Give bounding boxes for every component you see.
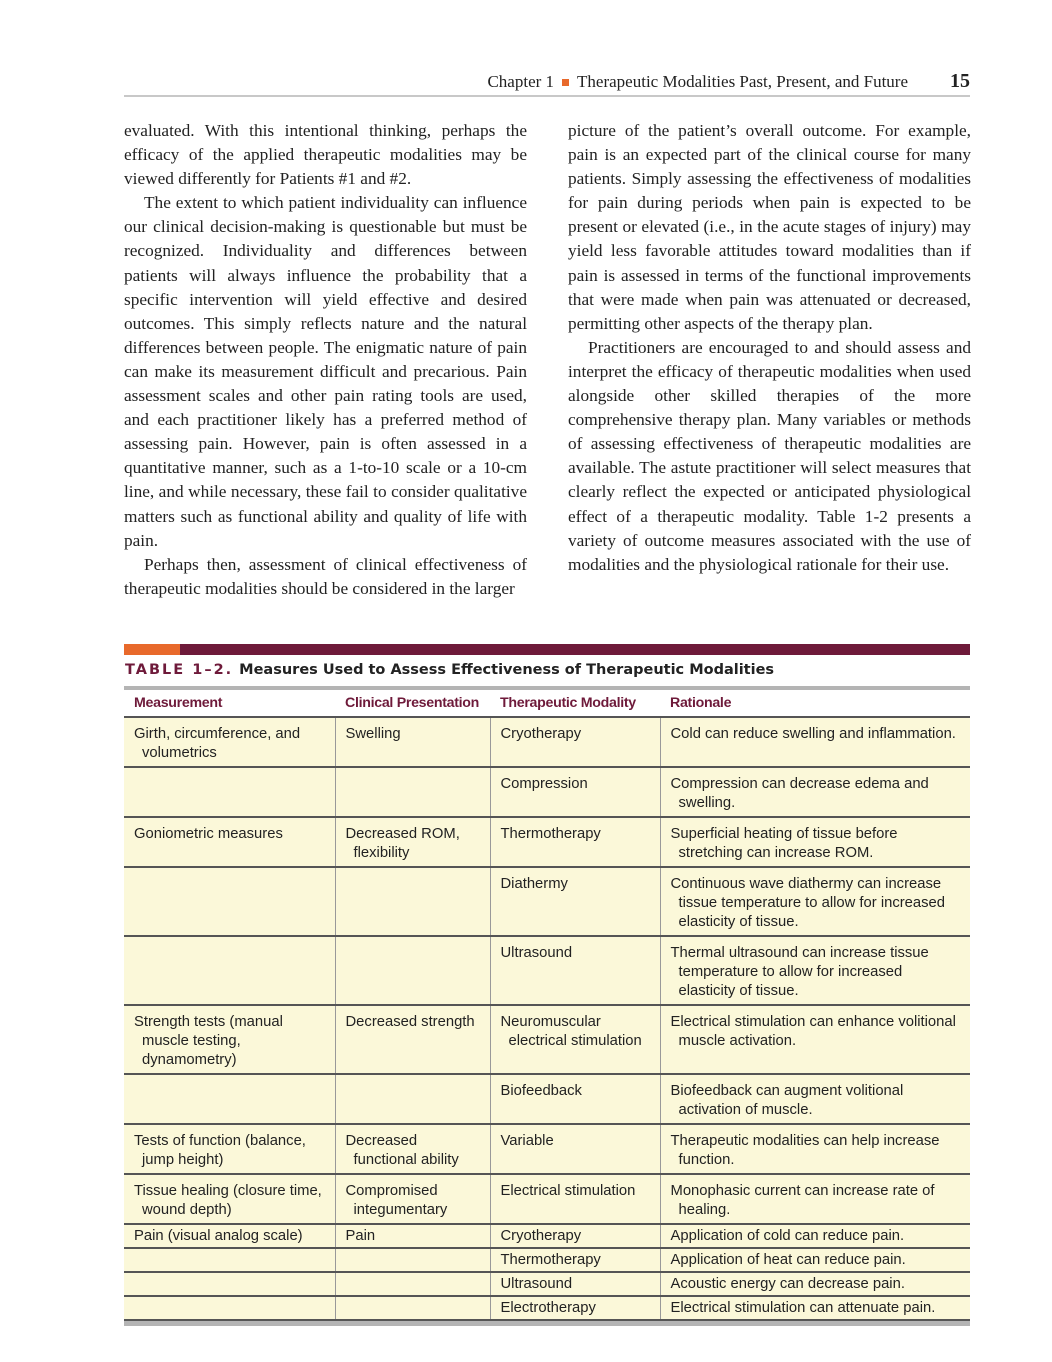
- table-cell: [124, 817, 335, 867]
- chapter-label: Chapter 1: [487, 72, 555, 91]
- table-cell: [335, 1296, 490, 1320]
- cell-text: Acoustic energy can decrease pain.: [670, 1276, 905, 1292]
- table-row: [124, 1296, 970, 1320]
- cell-text: Strength tests (manual muscle testing, dynamometry): [134, 1014, 283, 1068]
- table-cell: [660, 1296, 970, 1320]
- table-cell: [124, 867, 335, 936]
- cell-text: Cold can reduce swelling and inflammation.: [670, 726, 956, 742]
- table-cell: [124, 1296, 335, 1320]
- table-cell: [124, 1074, 335, 1124]
- table-cell: [660, 717, 970, 767]
- cell-text: Compromised integumentary: [345, 1183, 448, 1218]
- table-cell: [124, 1224, 335, 1248]
- cell-text: Electrical stimulation can attenuate pain.: [670, 1300, 936, 1316]
- table-cell: [660, 1174, 970, 1224]
- cell-text: Girth, circumference, and volumetrics: [134, 726, 301, 761]
- cell-text: [346, 875, 480, 923]
- cell-text: Therapeutic modalities can help increase function.: [670, 1133, 940, 1168]
- table-cell: [490, 767, 660, 817]
- table-cell: [490, 1174, 660, 1224]
- table-cell: [335, 1005, 490, 1074]
- table-cell: [490, 867, 660, 936]
- cell-text: [346, 1251, 480, 1270]
- cell-text: [134, 875, 325, 923]
- table-cell: [490, 717, 660, 767]
- table-top-band: [124, 644, 970, 655]
- table-cell: [124, 767, 335, 817]
- table-cell: [124, 1272, 335, 1296]
- cell-text: Variable: [500, 1133, 554, 1149]
- cell-text: [134, 1082, 325, 1111]
- column-header: Rationale: [660, 690, 970, 717]
- paragraph: The extent to which patient individuality can influence our clinical decision-making is questionable but must be recognized. Individuality and differences between patients will always influence the probability that a specific intervention will yield effective and desired outcomes. This simply reflects nature and the natural differences between people. The enigmatic nature of pain can make its measurement difficult and precarious. Pain assessment scales and other pain rating tools are used, and each practitioner likely has a preferred method of assessing pain. However, pain is often assessed in a quantitative manner, such as a 1-to-10 scale or a 10-cm line, and while necessary, these fail to consider qualitative matters such as functional ability and quality of life with pain.: [124, 193, 527, 550]
- table-cell: [490, 1224, 660, 1248]
- cell-text: [134, 1299, 325, 1318]
- table-cell: [124, 936, 335, 1005]
- table-cell: [660, 1124, 970, 1174]
- table-bottom-rule: [124, 1321, 970, 1326]
- table-row: [124, 936, 970, 1005]
- paragraph: evaluated. With this intentional thinking, perhaps the efficacy of the applied therapeutic modalities may be viewed differently for Patients #1 and #2.: [124, 121, 527, 189]
- cell-text: [346, 944, 480, 992]
- cell-text: Ultrasound: [500, 1276, 573, 1292]
- body-column-left: [124, 119, 527, 601]
- table-cell: [660, 936, 970, 1005]
- cell-text: [134, 1251, 325, 1270]
- table-cell: [124, 1248, 335, 1272]
- table-cell: [660, 1272, 970, 1296]
- table-cell: [335, 1248, 490, 1272]
- cell-text: Electrical stimulation: [500, 1183, 636, 1199]
- table-cell: [124, 717, 335, 767]
- paragraph: picture of the patient’s overall outcome. For example, pain is an expected part of the clinical course for many patients. Simply assessing the effectiveness of modalities for pain during periods when pain is expected to be present or elevated (i.e., in the acute stages of injury) may yield less favorable attitudes toward modalities than if pain is assessed in terms of the functional improvements that were made when pain was attenuated or decreased, permitting other aspects of the therapy plan.: [568, 121, 971, 333]
- table-cell: [490, 1124, 660, 1174]
- column-header: Measurement: [124, 690, 335, 717]
- cell-text: Pain: [345, 1228, 376, 1244]
- cell-text: Decreased ROM, flexibility: [345, 826, 460, 861]
- paragraph: Practitioners are encouraged to and should assess and interpret the efficacy of therapeutic modalities when used alongside other skilled therapies of the more comprehensive therapy plan. Many variables or methods of assessing effectiveness of therapeutic modalities are available. The astute practitioner will select measures that clearly reflect the expected or anticipated physiological effect of a therapeutic modality. Table 1-2 presents a variety of outcome measures associated with the use of modalities and the physiological rationale for their use.: [568, 337, 971, 574]
- table-row: [124, 867, 970, 936]
- table-title: [124, 655, 970, 686]
- table-cell: [660, 767, 970, 817]
- table-cell: [490, 936, 660, 1005]
- table-cell: [335, 1074, 490, 1124]
- table-cell: [335, 867, 490, 936]
- cell-text: [346, 1299, 480, 1318]
- column-header: Clinical Presentation: [335, 690, 490, 717]
- cell-text: Tests of function (balance, jump height): [134, 1133, 306, 1168]
- table-cell: [490, 1296, 660, 1320]
- cell-text: Thermotherapy: [500, 826, 601, 842]
- measures-table: [124, 690, 970, 1321]
- cell-text: Application of heat can reduce pain.: [670, 1252, 906, 1268]
- table-cell: [335, 1124, 490, 1174]
- cell-text: [134, 944, 325, 992]
- table-cell: [335, 1224, 490, 1248]
- body-column-right: [568, 119, 971, 577]
- table-cell: [335, 817, 490, 867]
- cell-text: [134, 1275, 325, 1294]
- running-head: [487, 72, 908, 92]
- table-row: [124, 1074, 970, 1124]
- table-row: [124, 1174, 970, 1224]
- table-cell: [660, 1005, 970, 1074]
- cell-text: Application of cold can reduce pain.: [670, 1228, 905, 1244]
- cell-text: [346, 1275, 480, 1294]
- table-row: [124, 767, 970, 817]
- table-row: [124, 1124, 970, 1174]
- table-number: TABLE 1–2.: [125, 662, 234, 678]
- table-band-accent: [124, 644, 180, 655]
- cell-text: Electrotherapy: [500, 1300, 596, 1316]
- cell-text: Compression: [500, 776, 588, 792]
- cell-text: [346, 775, 480, 804]
- table-cell: [124, 1005, 335, 1074]
- cell-text: Monophasic current can increase rate of healing.: [670, 1183, 935, 1218]
- table-cell: [660, 1224, 970, 1248]
- table-1-2: [124, 644, 970, 1326]
- cell-text: Compression can decrease edema and swelling.: [670, 776, 929, 811]
- page-number: 15: [950, 70, 970, 92]
- cell-text: Thermal ultrasound can increase tissue temperature to allow for increased elasticity of tissue.: [670, 945, 929, 999]
- table-row: [124, 717, 970, 767]
- table-cell: [490, 1272, 660, 1296]
- cell-text: Swelling: [345, 726, 401, 742]
- table-cell: [490, 1074, 660, 1124]
- running-header: [124, 70, 970, 96]
- cell-text: Neuromuscular electrical stimulation: [500, 1014, 642, 1049]
- table-cell: [335, 767, 490, 817]
- cell-text: Tissue healing (closure time, wound depth): [134, 1183, 322, 1218]
- table-cell: [490, 1005, 660, 1074]
- table-row: [124, 1248, 970, 1272]
- square-bullet-icon: [562, 79, 569, 86]
- paragraph: Perhaps then, assessment of clinical effectiveness of therapeutic modalities should be considered in the larger: [124, 554, 527, 598]
- table-row: [124, 1224, 970, 1248]
- table-cell: [335, 1272, 490, 1296]
- table-caption: Measures Used to Assess Effectiveness of Therapeutic Modalities: [239, 662, 775, 678]
- table-cell: [660, 1074, 970, 1124]
- table-cell: [335, 936, 490, 1005]
- cell-text: Thermotherapy: [500, 1252, 601, 1268]
- column-header: Therapeutic Modality: [490, 690, 660, 717]
- cell-text: Cryotherapy: [500, 1228, 582, 1244]
- cell-text: Electrical stimulation can enhance volitional muscle activation.: [670, 1014, 956, 1049]
- header-divider: [124, 95, 970, 97]
- cell-text: [346, 1082, 480, 1111]
- table-row: [124, 1005, 970, 1074]
- chapter-title: Therapeutic Modalities Past, Present, and Future: [577, 72, 908, 91]
- table-cell: [335, 717, 490, 767]
- table-body: [124, 717, 970, 1320]
- cell-text: [134, 775, 325, 804]
- cell-text: Superficial heating of tissue before stretching can increase ROM.: [670, 826, 898, 861]
- table-row: [124, 1272, 970, 1296]
- cell-text: Decreased functional ability: [345, 1133, 459, 1168]
- table-cell: [490, 1248, 660, 1272]
- cell-text: Pain (visual analog scale): [134, 1228, 303, 1244]
- table-cell: [660, 1248, 970, 1272]
- table-row: [124, 817, 970, 867]
- cell-text: Decreased strength: [345, 1014, 475, 1030]
- cell-text: Ultrasound: [500, 945, 573, 961]
- table-cell: [335, 1174, 490, 1224]
- table-cell: [124, 1124, 335, 1174]
- cell-text: Diathermy: [500, 876, 568, 892]
- cell-text: Continuous wave diathermy can increase tissue temperature to allow for increased elasticity of tissue.: [670, 876, 945, 930]
- table-cell: [660, 867, 970, 936]
- table-cell: [660, 817, 970, 867]
- cell-text: Cryotherapy: [500, 726, 582, 742]
- cell-text: Biofeedback: [500, 1083, 582, 1099]
- table-cell: [490, 817, 660, 867]
- cell-text: Biofeedback can augment volitional activation of muscle.: [670, 1083, 904, 1118]
- table-cell: [124, 1174, 335, 1224]
- table-header-row: [124, 690, 970, 717]
- cell-text: Goniometric measures: [134, 826, 283, 842]
